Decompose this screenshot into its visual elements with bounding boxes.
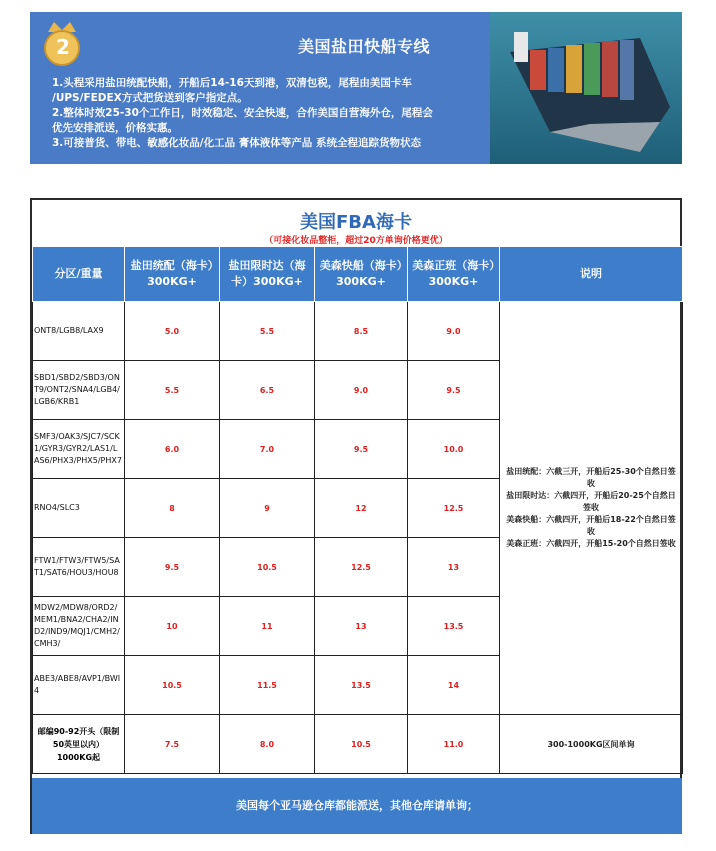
price-cell: 12.5 [408, 479, 500, 538]
price-cell: 8.0 [220, 715, 315, 774]
zone-cell: RNO4/SLC3 [33, 479, 125, 538]
table-header-row [33, 247, 683, 302]
note-line: 美森快船：六截四开，开船后18-22个自然日签收 [506, 515, 676, 536]
price-cell: 12 [315, 479, 408, 538]
note-line: 美森正班：六截四开，开船15-20个自然日签收 [506, 539, 676, 548]
price-cell: 6.0 [125, 420, 220, 479]
badge-number: 2 [56, 35, 70, 59]
price-cell: 11.0 [408, 715, 500, 774]
header-matson-fast: 美森快船（海卡）300KG+ [315, 247, 408, 302]
banner-line: 3.可接普货、带电、敏感化妆品/化工品 膏体液体等产品 系统全程追踪货物状态 [52, 137, 421, 149]
zone-cell-postcode: 邮编90-92开头（限制50英里以内）1000KG起 [33, 715, 125, 774]
price-cell: 9.0 [315, 361, 408, 420]
price-cell: 5.5 [125, 361, 220, 420]
zone-cell: SMF3/OAK3/SJC7/SCK1/GYR3/GYR2/LAS1/LAS6/PHX3/PHX5/PHX7 [33, 420, 125, 479]
price-cell: 12.5 [315, 538, 408, 597]
price-cell: 7.5 [125, 715, 220, 774]
price-cell: 13.5 [408, 597, 500, 656]
service-banner [30, 12, 682, 164]
price-cell: 8.5 [315, 302, 408, 361]
banner-line: /UPS/FEDEX方式把货送到客户指定点。 [52, 92, 248, 104]
header-matson-regular: 美森正班（海卡）300KG+ [408, 247, 500, 302]
header-notes: 说明 [500, 247, 683, 302]
note-line: 盐田限时达：六截四开，开船后20-25个自然日签收 [506, 491, 676, 512]
zone-cell: SBD1/SBD2/SBD3/ONT9/ONT2/SNA4/LGB4/LGB6/KRB1 [33, 361, 125, 420]
price-cell: 11.5 [220, 656, 315, 715]
banner-line: 1.头程采用盐田统配快船，开船后14-16天到港，双清包税，尾程由美国卡车 [52, 77, 412, 89]
price-cell: 10.0 [408, 420, 500, 479]
table-footer: 美国每个亚马逊仓库都能派送，其他仓库请单询； [32, 778, 682, 834]
container-ship-image [490, 12, 682, 164]
table-subtitle: （可接化妆品整柜，超过20方单询价格更优） [264, 236, 448, 246]
zone-cell: FTW1/FTW3/FTW5/SAT1/SAT6/HOU3/HOU8 [33, 538, 125, 597]
price-cell: 13 [408, 538, 500, 597]
price-cell: 7.0 [220, 420, 315, 479]
header-zone: 分区/重量 [33, 247, 125, 302]
banner-description [52, 76, 492, 151]
price-cell: 8 [125, 479, 220, 538]
price-cell: 10.5 [125, 656, 220, 715]
banner-line: 优先安排派送，价格实惠。 [52, 122, 178, 134]
price-cell: 9.5 [125, 538, 220, 597]
price-cell: 9.5 [408, 361, 500, 420]
header-yantian-express: 盐田限时达（海卡）300KG+ [220, 247, 315, 302]
table-row [33, 302, 683, 361]
price-cell: 10 [125, 597, 220, 656]
price-cell: 13 [315, 597, 408, 656]
table-row-postcode [33, 715, 683, 774]
price-cell: 14 [408, 656, 500, 715]
fba-price-table [30, 198, 682, 834]
price-cell: 10.5 [315, 715, 408, 774]
note-line: 盐田统配：六截三开，开船后25-30个自然日签收 [506, 467, 676, 488]
price-cell: 9 [220, 479, 315, 538]
banner-line: 2.整体时效25-30个工作日，时效稳定、安全快速，合作美国自营海外仓，尾程会 [52, 107, 433, 119]
price-cell: 9.0 [408, 302, 500, 361]
price-cell: 6.5 [220, 361, 315, 420]
price-cell: 13.5 [315, 656, 408, 715]
price-cell: 9.5 [315, 420, 408, 479]
price-cell: 5.5 [220, 302, 315, 361]
postcode-note: 300-1000KG区间单询 [500, 715, 683, 774]
banner-title: 美国盐田快船专线 [298, 37, 431, 56]
table-title: 美国FBA海卡 [300, 212, 412, 233]
price-cell: 5.0 [125, 302, 220, 361]
price-cell: 10.5 [220, 538, 315, 597]
price-cell: 11 [220, 597, 315, 656]
price-grid [32, 246, 683, 774]
zone-cell: MDW2/MDW8/ORD2/MEM1/BNA2/CHA2/IND2/IND9/MQJ1/CMH2/CMH3/ [33, 597, 125, 656]
header-yantian-standard: 盐田统配（海卡）300KG+ [125, 247, 220, 302]
zone-cell: ONT8/LGB8/LAX9 [33, 302, 125, 361]
zone-cell: ABE3/ABE8/AVP1/BWI4 [33, 656, 125, 715]
service-notes [500, 302, 683, 715]
